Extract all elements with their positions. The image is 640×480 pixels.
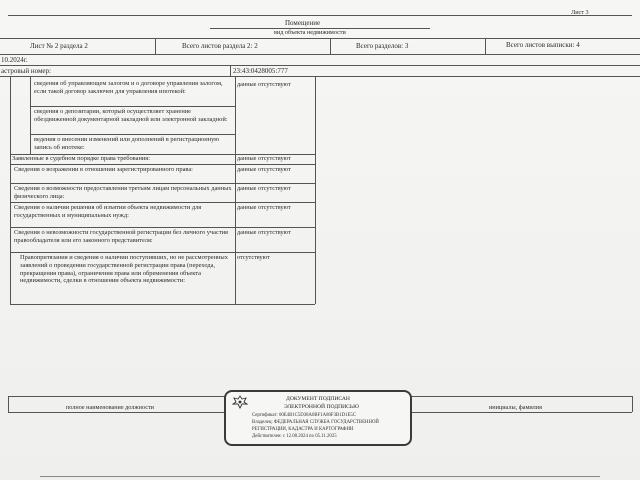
object-type-subtitle: вид объекта недвижимости [274,29,346,36]
cadastral-number: 23:43:0428005:777 [233,67,288,75]
table-row-right: данные отсутствуют [237,204,291,211]
table-row-right: данные отсутствуют [237,185,291,192]
stamp-owner-cont: РЕГИСТРАЦИИ, КАДАСТРА И КАРТОГРАФИИ [252,427,354,432]
position-caption: полное наименование должности [66,404,154,411]
table-row-left: сведения об управляющем залогом и о договоре управления залогом, если такой договор заключен для управления ипотекой: [34,80,223,95]
stamp-title: ДОКУМЕНТ ПОДПИСАН [286,396,350,402]
name-caption: инициалы, фамилия [489,404,542,411]
total-sections: Всего разделов: 3 [356,42,409,50]
table-row-right: данные отсутствуют [237,81,291,88]
sheet-number: Лист 3 [571,9,589,16]
stamp-validity: Действителен: с 12.08.2024 по 05.11.2025 [252,434,337,439]
total-sheets-section: Всего листов раздела 2: 2 [182,42,258,50]
stamp-subtitle: ЭЛЕКТРОННОЙ ПОДПИСЬЮ [284,404,359,410]
stamp-certificate: Сертификат: 00E4B1C5D38A0BF1A80F3B1D1E5C [252,413,356,418]
total-sheets-extract: Всего листов выписки: 4 [506,41,580,49]
table-row-right: отсутствуют [237,254,270,261]
table-row-left: Сведения о невозможности государственной регистрации без личного участия правообладателя или его законного представителя: [14,229,228,244]
table-row-left: Сведения о возражении в отношении зарегистрированного права: [14,166,193,173]
table-row-left: Сведения о возможности предоставления третьим лицам персональных данных физического лица: [14,185,232,200]
table-row-left: Сведения о наличии решения об изъятии объекта недвижимости для государственных и муниципальных нужд: [14,204,202,219]
cadastral-label: астровый номер: [1,67,51,75]
table-row-right: данные отсутствуют [237,166,291,173]
table-row-left: Заявленные в судебном порядке права требования: [12,155,151,162]
table-row-left: сведения о депозитарии, который осуществляет хранение обездвиженной документарной закладной или электронной закладной: [34,108,228,123]
table-row-right: данные отсутствуют [237,229,291,236]
electronic-signature-stamp [224,390,412,446]
stamp-owner: Владелец: ФЕДЕРАЛЬНАЯ СЛУЖБА ГОСУДАРСТВЕННОЙ [252,420,379,425]
table-row-right: данные отсутствуют [237,155,291,162]
extract-date: 10.2024г. [1,56,28,64]
eagle-emblem-icon [232,395,248,409]
table-row-left: ведения о внесении изменений или дополнений в регистрационную запись об ипотеке: [34,136,220,151]
table-row-left: Правопритязания и сведения о наличии поступивших, но не рассмотренных заявлений о проведении государственной регистрации права (перехода, прекращения права), ограничения права или обременения объекта недвижимости, сделки в отношении объекта недвижимости: [20,254,228,285]
sheet-info: Лист № 2 раздела 2 [30,42,88,50]
object-type-title: Помещение [285,19,321,27]
